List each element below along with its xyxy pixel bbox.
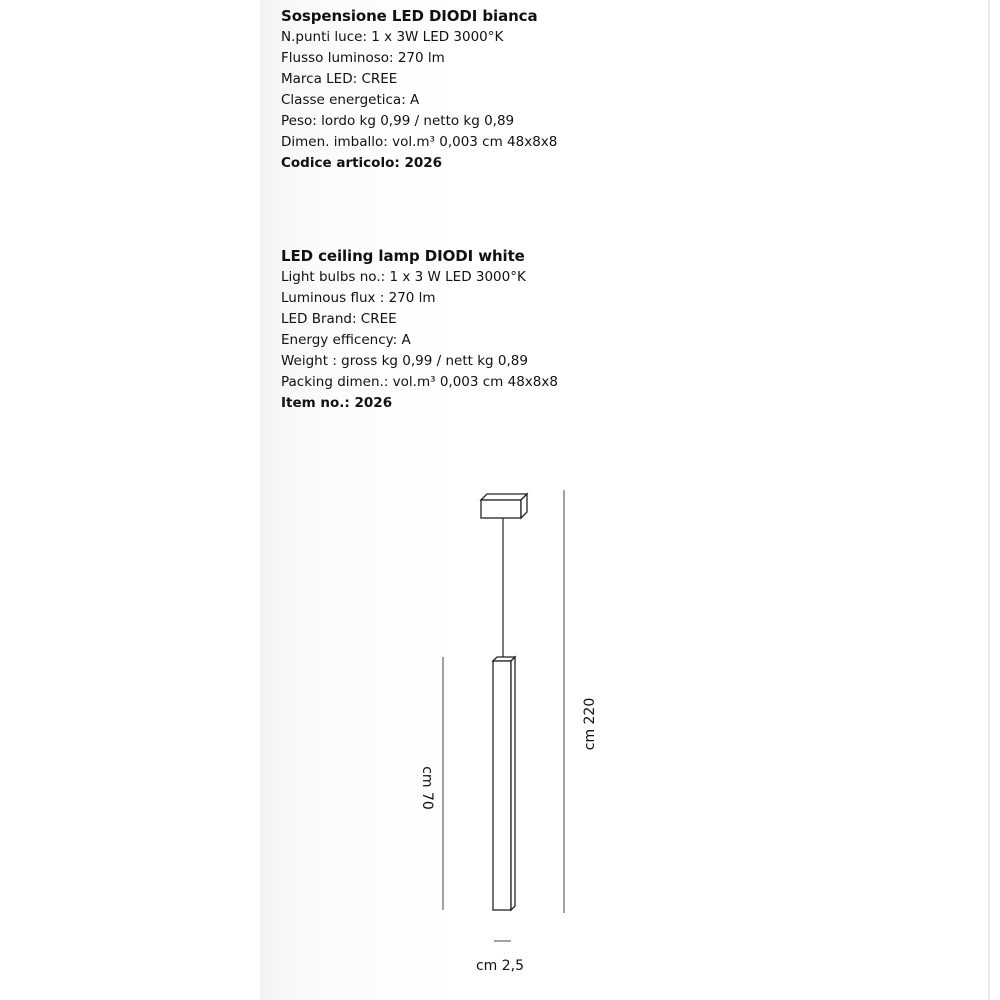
spec-line-energy-efficiency: Energy efficency: A (281, 332, 411, 348)
tube-width-label: cm 2,5 (475, 958, 525, 974)
spec-line-light-bulbs: Light bulbs no.: 1 x 3 W LED 3000°K (281, 269, 526, 285)
spec-line-weight: Peso: lordo kg 0,99 / netto kg 0,89 (281, 113, 515, 129)
spec-line-weight-en: Weight : gross kg 0,99 / nett kg 0,89 (281, 353, 528, 369)
spec-line-led-brand-en: LED Brand: CREE (281, 311, 397, 327)
spec-title-italian: Sospensione LED DIODI bianca (281, 7, 538, 25)
tube-length-label: cm 70 (419, 766, 435, 810)
spec-line-article-code: Codice articolo: 2026 (281, 155, 443, 171)
spec-line-item-no: Item no.: 2026 (281, 395, 393, 411)
spec-line-energy-class: Classe energetica: A (281, 92, 420, 108)
lamp-tube (493, 657, 515, 910)
spec-line-light-points: N.punti luce: 1 x 3W LED 3000°K (281, 29, 504, 45)
spec-line-packing: Dimen. imballo: vol.m³ 0,003 cm 48x8x8 (281, 134, 558, 150)
ceiling-canopy (481, 494, 527, 518)
spec-line-led-brand: Marca LED: CREE (281, 71, 398, 87)
spec-line-luminous-flux-en: Luminous flux : 270 lm (281, 290, 436, 306)
spec-title-english: LED ceiling lamp DIODI white (281, 247, 525, 265)
spec-line-packing-en: Packing dimen.: vol.m³ 0,003 cm 48x8x8 (281, 374, 558, 390)
total-height-label: cm 220 (582, 697, 598, 751)
spec-line-luminous-flux: Flusso luminoso: 270 lm (281, 50, 445, 66)
